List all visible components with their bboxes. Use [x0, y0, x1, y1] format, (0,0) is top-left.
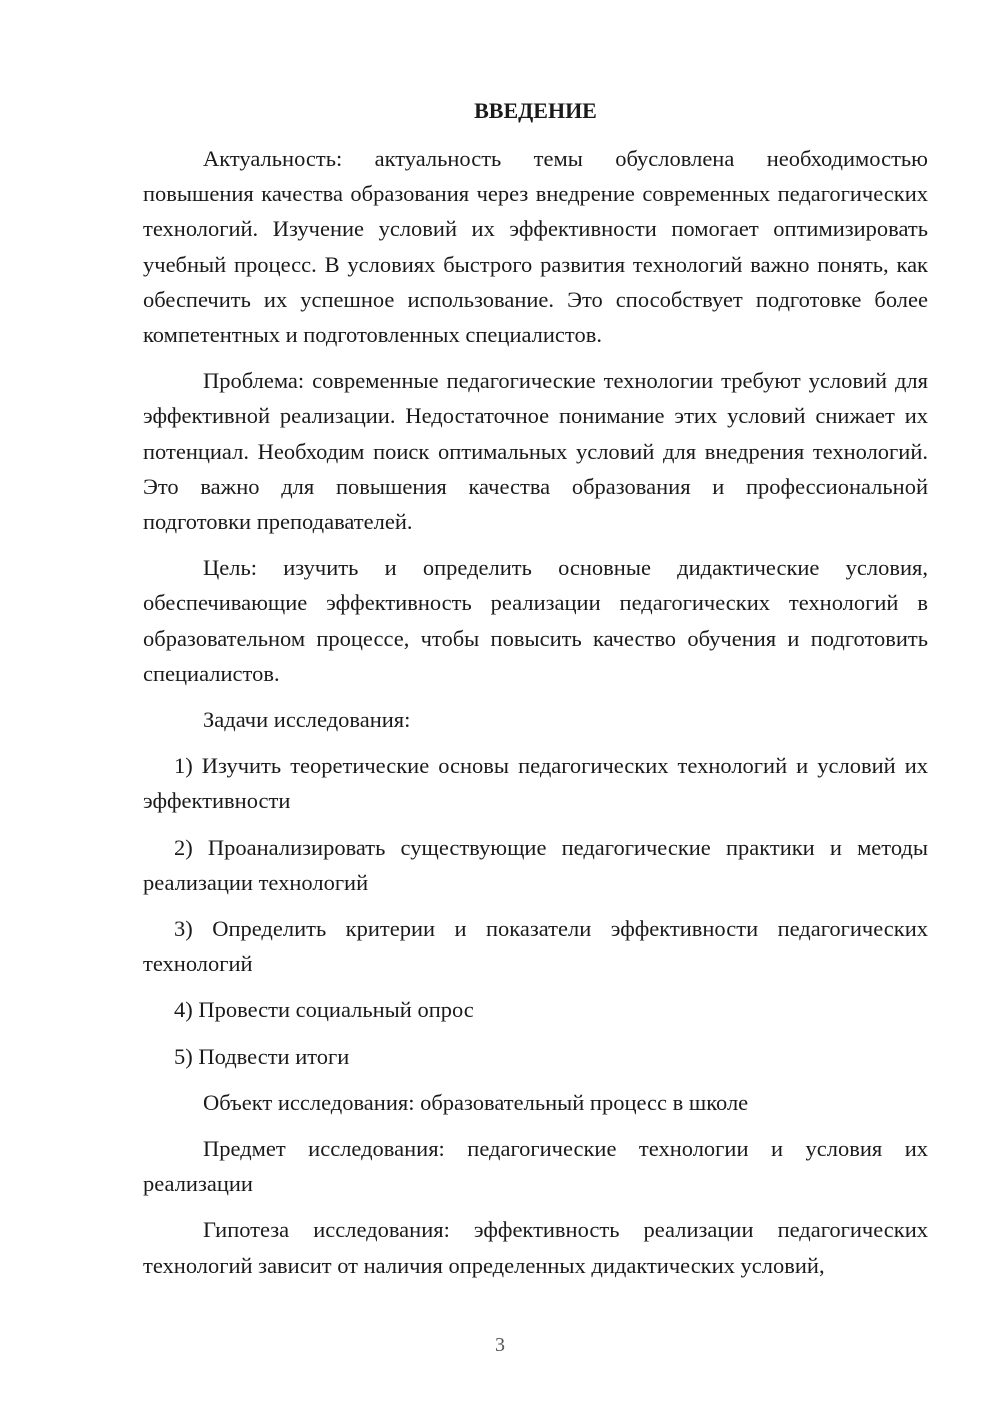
task-item-5: 5) Подвести итоги: [174, 1043, 350, 1069]
relevance-paragraph: Актуальность: актуальность темы обусловлена необходимостью повышения качества образования через внедрение современных педагогических технологий. Изучение условий их эффективности помогает оптимизировать учебный процесс. В условиях быстрого развития технологий важно понять, как обеспечить их успешное использование. Это способствует подготовке более компетентных и подготовленных специалистов.: [143, 146, 928, 348]
task-item-3: 3) Определить критерии и показатели эффективности педагогических технологий: [143, 916, 928, 977]
section-title: ВВЕДЕНИЕ: [474, 98, 597, 123]
page-number: 3: [495, 1334, 505, 1356]
problem-paragraph: Проблема: современные педагогические технологии требуют условий для эффективной реализации. Недостаточное понимание этих условий снижает их потенциал. Необходим поиск оптимальных условий для внедрения технологий. Это важно для повышения качества образования и профессиональной подготовки преподавателей.: [143, 368, 928, 535]
task-item-4: 4) Провести социальный опрос: [174, 997, 474, 1023]
subject-paragraph: Предмет исследования: педагогические технологии и условия их реализации: [143, 1136, 928, 1197]
document-page: [143, 95, 928, 1283]
hypothesis-paragraph: Гипотеза исследования: эффективность реализации педагогических технологий зависит от наличия определенных дидактических условий,: [143, 1217, 928, 1278]
task-item-1: 1) Изучить теоретические основы педагогических технологий и условий их эффективности: [143, 753, 928, 814]
tasks-heading: Задачи исследования:: [203, 707, 411, 733]
object-paragraph: Объект исследования: образовательный процесс в школе: [203, 1089, 749, 1115]
goal-paragraph: Цель: изучить и определить основные дидактические условия, обеспечивающие эффективность реализации педагогических технологий в образовательном процессе, чтобы повысить качество обучения и подготовить специалистов.: [143, 555, 928, 686]
task-item-2: 2) Проанализировать существующие педагогические практики и методы реализации технологий: [143, 834, 928, 895]
